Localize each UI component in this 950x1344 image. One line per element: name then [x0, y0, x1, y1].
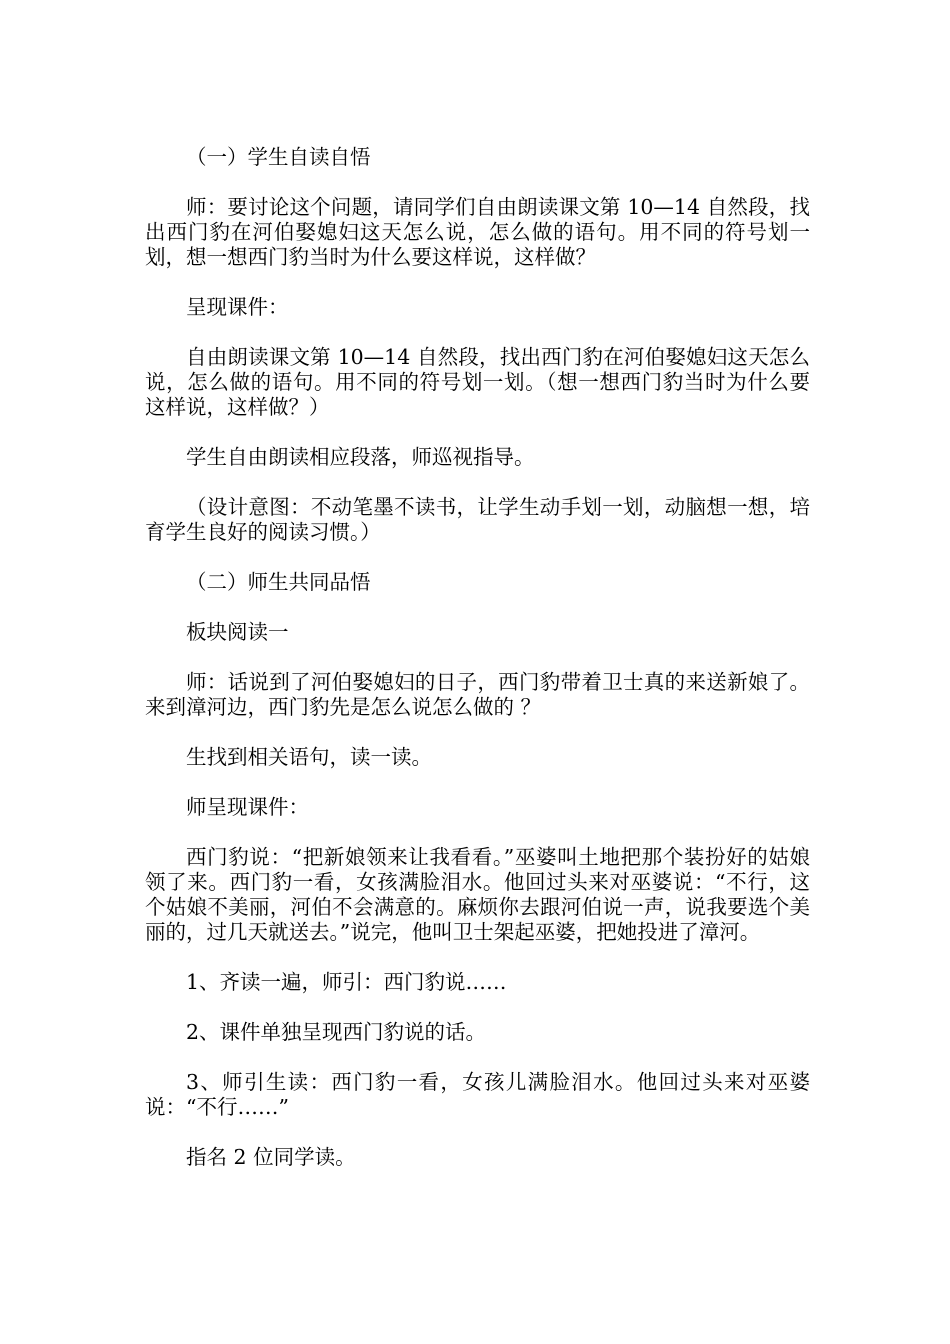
step-1-paragraph: 1、齐读一遍，师引：西门豹说…… [186, 970, 507, 994]
section-heading-shared-reading: （二）师生共同品悟 [186, 570, 371, 594]
courseware-content-paragraph: 自由朗读课文第 10—14 自然段，找出西门豹在河伯娶媳妇这天怎么说，怎么做的语句。用不同的符号划一划。（想一想西门豹当时为什么要这样说，这样做？） [145, 345, 810, 419]
teacher-narration-paragraph: 师：话说到了河伯娶媳妇的日子，西门豹带着卫士真的来送新娘了。来到漳河边，西门豹先是怎么说怎么做的 ？ [145, 670, 810, 719]
teacher-courseware-label: 师呈现课件： [186, 795, 309, 819]
design-intent-paragraph: （设计意图：不动笔墨不读书，让学生动手划一划，动脑想一想，培育学生良好的阅读习惯。） [145, 495, 810, 544]
document-page [145, 145, 810, 1195]
student-activity-paragraph: 生找到相关语句，读一读。 [186, 745, 432, 769]
section-heading-self-reading: （一）学生自读自悟 [186, 145, 371, 169]
step-2-paragraph: 2、课件单独呈现西门豹说的话。 [186, 1020, 487, 1044]
story-excerpt-paragraph: 西门豹说：“把新娘领来让我看看。”巫婆叫土地把那个装扮好的姑娘领了来。西门豹一看，女孩满脸泪水。他回过头来对巫婆说：“不行，这个姑娘不美丽，河伯不会满意的。麻烦你去跟河伯说一声，说我要选个美丽的，过几天就送去。”说完，他叫卫士架起巫婆，把她投进了漳河。 [145, 845, 810, 944]
teacher-instruction-paragraph: 师：要讨论这个问题，请同学们自由朗读课文第 10—14 自然段，找出西门豹在河伯娶媳妇这天怎么说，怎么做的语句。用不同的符号划一划，想一想西门豹当时为什么要这样说，这样做？ [145, 195, 810, 269]
assign-readers-paragraph: 指名 2 位同学读。 [186, 1145, 356, 1169]
step-3-paragraph: 3、师引生读：西门豹一看，女孩儿满脸泪水。他回过头来对巫婆说：“不行……” [145, 1070, 810, 1119]
block-reading-heading: 板块阅读一 [186, 620, 289, 644]
student-reading-paragraph: 学生自由朗读相应段落，师巡视指导。 [186, 445, 535, 469]
courseware-label: 呈现课件： [186, 295, 289, 319]
